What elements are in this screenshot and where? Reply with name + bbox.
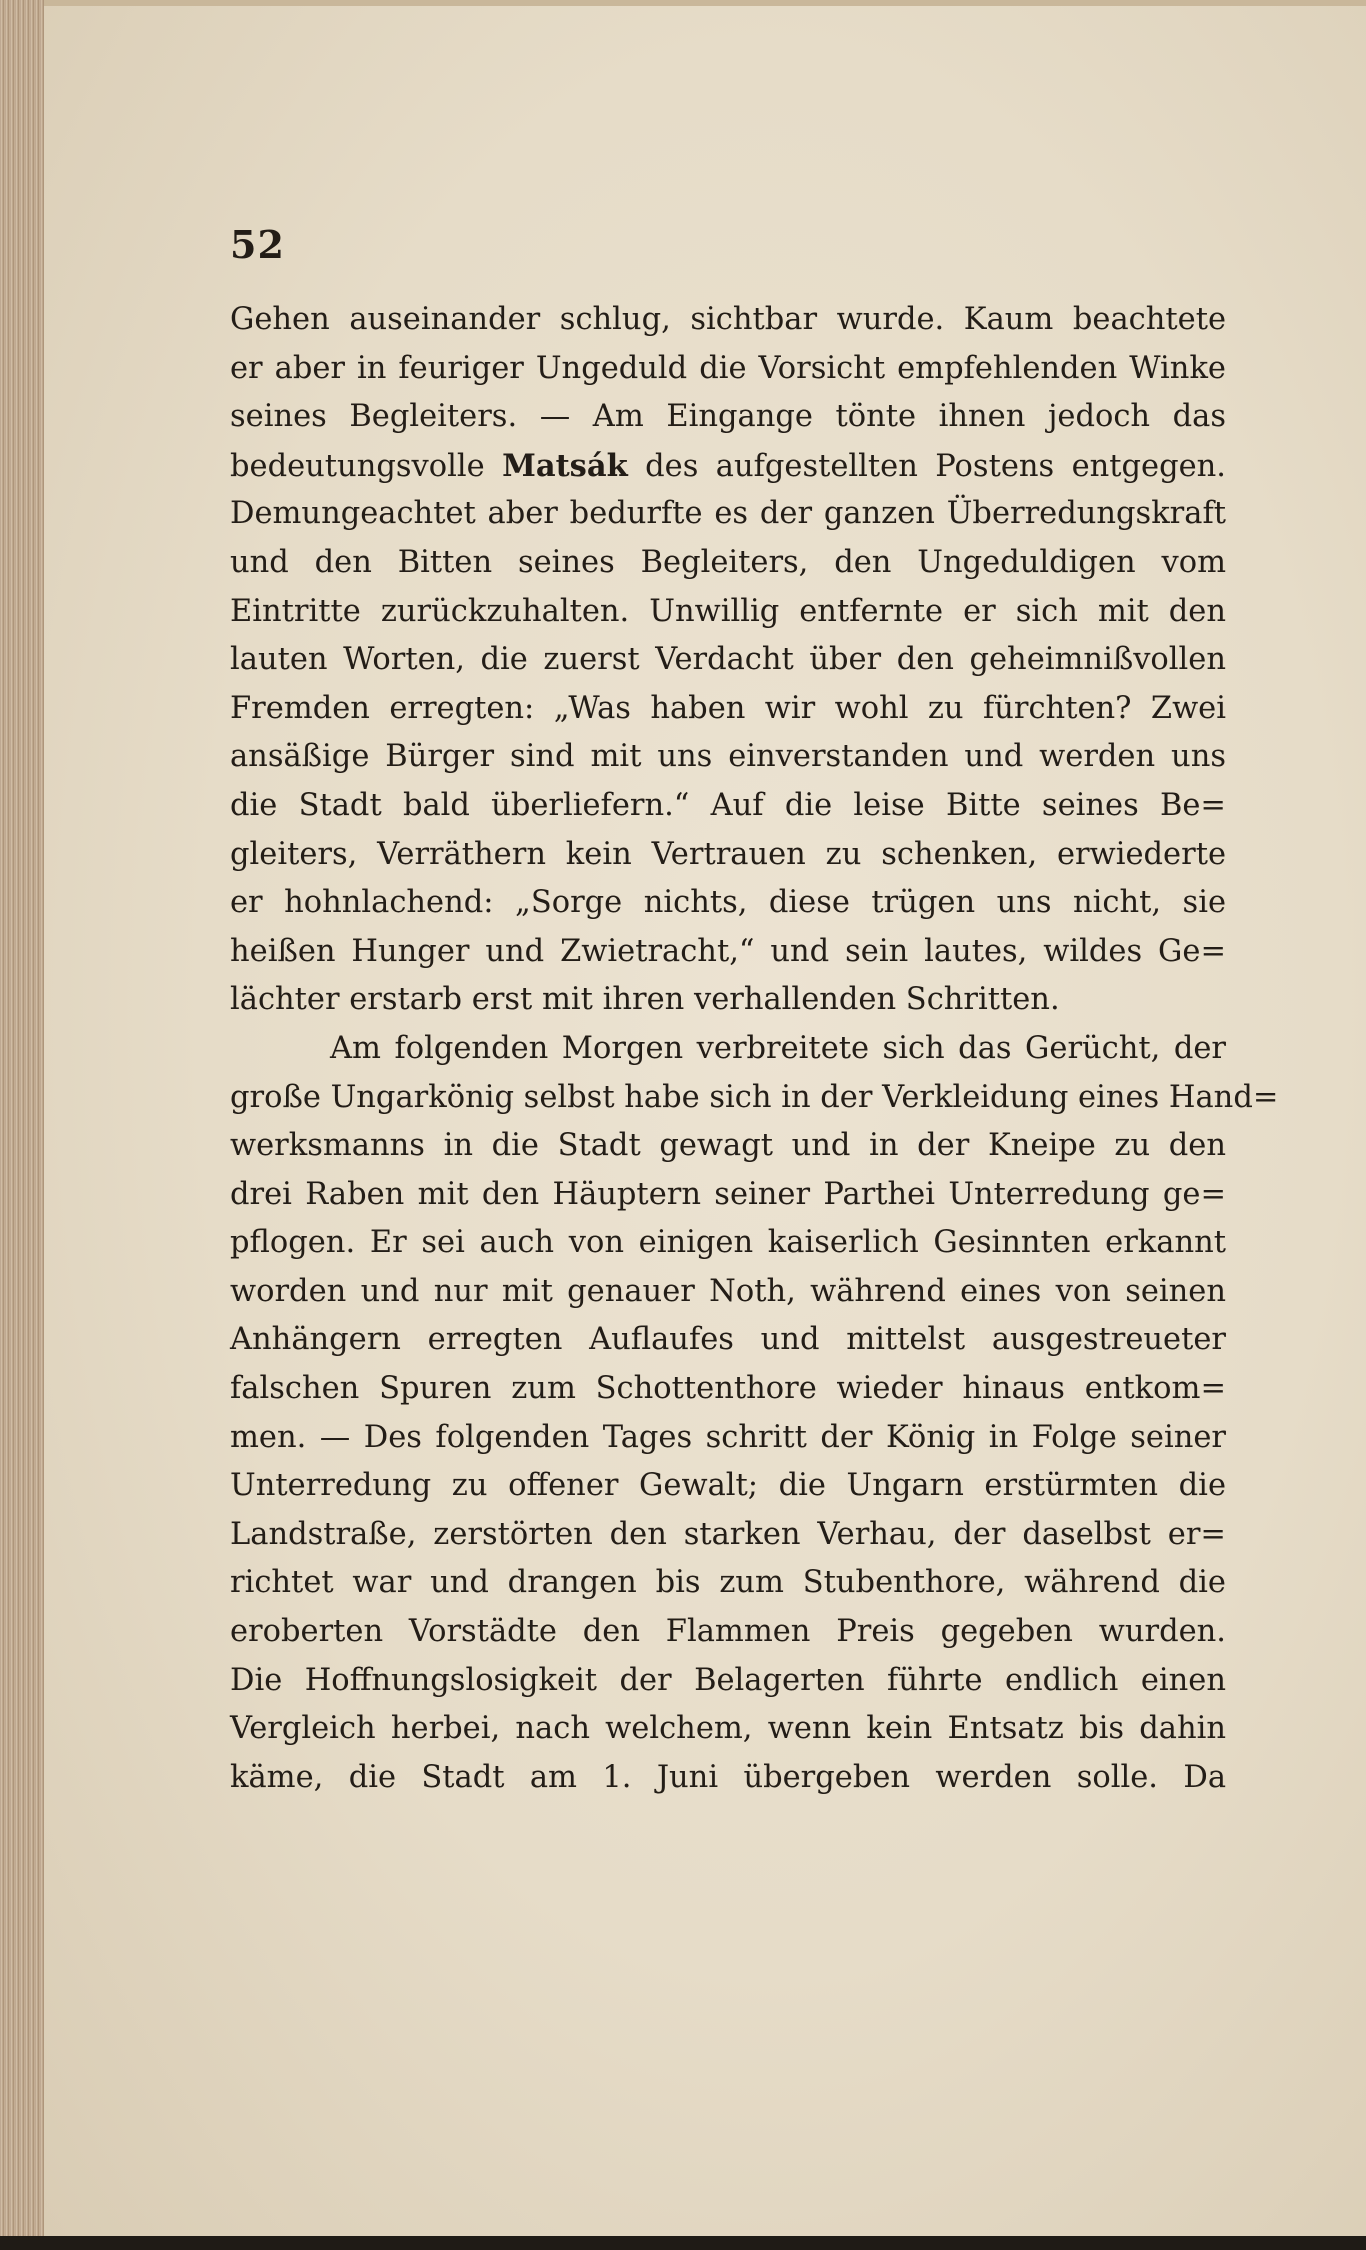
text-line: lächter erstarb erst mit ihren verhallenden Schritten. <box>230 982 1060 1018</box>
text-line: Fremden erregten: „Was haben wir wohl zu fürchten? Zwei <box>230 690 1226 726</box>
text-line: Eintritte zurückzuhalten. Unwillig entfernte er sich mit den <box>230 593 1226 629</box>
text-line-after: des aufgestellten Postens entgegen. <box>627 448 1227 484</box>
text-line: heißen Hunger und Zwietracht,“ und sein lautes, wildes Ge= <box>230 933 1226 969</box>
text-line: werksmanns in die Stadt gewagt und in der Kneipe zu den <box>230 1128 1226 1164</box>
text-line: Am folgenden Morgen verbreitete sich das Gerücht, der <box>330 1030 1226 1066</box>
text-line: ansäßige Bürger sind mit uns einverstanden und werden uns <box>230 739 1226 775</box>
emphasized-word: Matsák <box>502 447 628 484</box>
text-line: drei Raben mit den Häuptern seiner Parthei Unterredung ge= <box>230 1176 1226 1212</box>
text-line: große Ungarkönig selbst habe sich in der Verkleidung eines Hand= <box>230 1079 1279 1115</box>
text-line: er hohnlachend: „Sorge nichts, diese trügen uns nicht, sie <box>230 885 1226 921</box>
text-line <box>230 442 1226 491</box>
text-line: Die Hoffnungslosigkeit der Belagerten führte endlich einen <box>230 1662 1226 1698</box>
text-line: pflogen. Er sei auch von einigen kaiserlich Gesinnten erkannt <box>230 1225 1226 1261</box>
text-line: gleiters, Verräthern kein Vertrauen zu schenken, erwiederte <box>230 836 1226 872</box>
text-line: er aber in feuriger Ungeduld die Vorsicht empfehlenden Winke <box>230 350 1226 386</box>
text-line: die Stadt bald überliefern.“ Auf die leise Bitte seines Be= <box>230 787 1226 823</box>
text-line: lauten Worten, die zuerst Verdacht über den geheimnißvollen <box>230 642 1226 678</box>
body-text <box>230 296 1279 1802</box>
text-line: Vergleich herbei, nach welchem, wenn kein Entsatz bis dahin <box>230 1711 1226 1747</box>
text-line-before: bedeutungsvolle <box>230 448 503 484</box>
text-line: seines Begleiters. — Am Eingange tönte ihnen jedoch das <box>230 399 1226 435</box>
text-line: falschen Spuren zum Schottenthore wieder hinaus entkom= <box>230 1371 1226 1407</box>
text-line: käme, die Stadt am 1. Juni übergeben werden solle. Da <box>230 1759 1226 1795</box>
page-number: 52 <box>230 222 285 267</box>
text-line: und den Bitten seines Begleiters, den Ungeduldigen vom <box>230 544 1226 580</box>
text-line: Gehen auseinander schlug, sichtbar wurde. Kaum beachtete <box>230 302 1226 337</box>
text-line: Anhängern erregten Auflaufes und mittelst ausgestreueter <box>230 1322 1226 1358</box>
text-line: Landstraße, zerstörten den starken Verhau, der daselbst er= <box>230 1516 1226 1552</box>
book-page-edges <box>0 0 44 2250</box>
text-line: Demungeachtet aber bedurfte es der ganzen Überredungskraft <box>230 496 1226 532</box>
text-line: richtet war und drangen bis zum Stubenthore, während die <box>230 1565 1226 1601</box>
scan-bottom-edge <box>0 2236 1366 2250</box>
text-line: Unterredung zu offener Gewalt; die Ungarn erstürmten die <box>230 1468 1226 1504</box>
text-line: eroberten Vorstädte den Flammen Preis gegeben wurden. <box>230 1614 1226 1650</box>
text-line: men. — Des folgenden Tages schritt der König in Folge seiner <box>230 1419 1226 1455</box>
text-line: worden und nur mit genauer Noth, während eines von seinen <box>230 1273 1226 1309</box>
